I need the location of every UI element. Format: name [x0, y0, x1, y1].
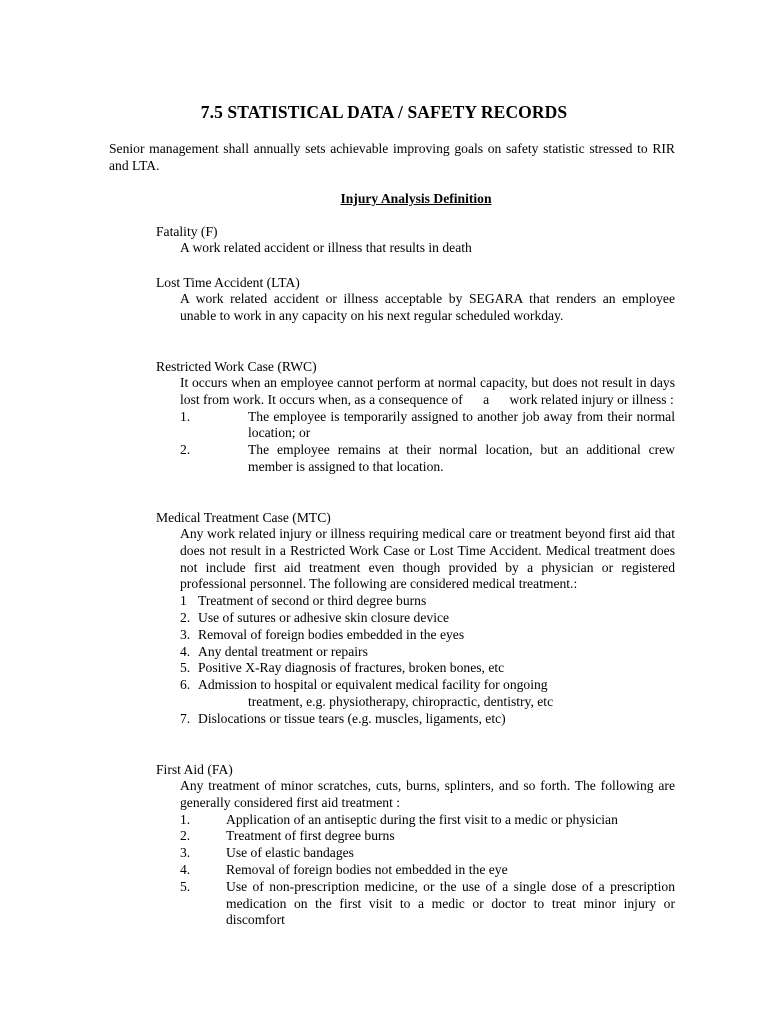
list-item-text: Treatment of first degree burns [226, 828, 395, 844]
lta-heading: Lost Time Accident (LTA) [156, 275, 300, 290]
fatality-section [156, 223, 675, 257]
mtc-heading: Medical Treatment Case (MTC) [156, 510, 331, 525]
rwc-list [180, 409, 675, 476]
fa-list [180, 812, 675, 930]
list-item-text: Dislocations or tissue tears (e.g. muscles, ligaments, etc) [198, 710, 506, 726]
list-item-number: 1. [180, 408, 191, 424]
list-item [180, 644, 675, 661]
list-item-text: Use of elastic bandages [226, 845, 354, 861]
list-item [180, 711, 675, 728]
list-item-number: 4. [180, 643, 191, 659]
list-item [180, 862, 675, 879]
lta-section [156, 274, 675, 325]
list-item-number: 3. [180, 845, 191, 861]
list-item [180, 409, 675, 443]
page-title: 7.5 STATISTICAL DATA / SAFETY RECORDS [200, 102, 568, 122]
mtc-definition: Any work related injury or illness requiring medical care or treatment beyond first aid that does not result in a Restricted Work Case or Lost Time Accident. Medical treatment does not include first aid treatment even though provided by a physician or registered professional personnel. The following are considered medical treatment.: [180, 526, 675, 592]
list-item-number: 2. [180, 442, 191, 458]
list-item-text: The employee remains at their normal location, but an additional crew member is assigned to that location. [248, 442, 675, 474]
list-item-text: The employee is temporarily assigned to another job away from their normal location; or [248, 408, 675, 441]
list-item-text: Use of sutures or adhesive skin closure device [198, 609, 450, 625]
list-item [180, 593, 675, 610]
mtc-section [156, 509, 675, 728]
list-item-text: Admission to hospital or equivalent medical facility for ongoing [198, 677, 548, 693]
fatality-definition: A work related accident or illness that results in death [180, 240, 472, 255]
fatality-heading: Fatality (F) [156, 224, 218, 239]
mtc-list [180, 593, 675, 727]
list-item-number: 7. [180, 710, 191, 726]
list-item-text: Removal of foreign bodies embedded in the eyes [198, 626, 465, 642]
list-item-number: 1 [180, 593, 187, 609]
list-item-number: 2. [180, 609, 191, 625]
fa-definition: Any treatment of minor scratches, cuts, burns, splinters, and so forth. The following are generally considered first aid treatment : [180, 778, 675, 810]
rwc-section [156, 358, 679, 476]
list-item-number: 4. [180, 861, 191, 877]
lta-definition: A work related accident or illness acceptable by SEGARA that renders an employee unable to work in any capacity on his next regular scheduled workday. [180, 291, 675, 323]
list-item-continuation: treatment, e.g. physiotherapy, chiropractic, dentistry, etc [248, 693, 554, 709]
list-item-number: 2. [180, 828, 191, 844]
section-subheading: Injury Analysis Definition [340, 191, 492, 206]
list-item [180, 660, 675, 677]
list-item-number: 5. [180, 660, 191, 676]
intro-paragraph: Senior management shall annually sets achievable improving goals on safety statistic stressed to RIR and LTA. [109, 141, 675, 173]
list-item-text: Application of an antiseptic during the first visit to a medic or physician [226, 811, 618, 827]
rwc-heading: Restricted Work Case (RWC) [156, 359, 317, 374]
list-item-number: 3. [180, 626, 191, 642]
list-item [180, 677, 675, 694]
rwc-definition: It occurs when an employee cannot perform at normal capacity, but does not result in days lost from work. It occurs when, as a consequence of a work related injury or illness : [180, 375, 679, 407]
list-item [180, 812, 675, 829]
list-item [180, 442, 675, 476]
list-item [180, 845, 675, 862]
list-item-text: Positive X-Ray diagnosis of fractures, broken bones, etc [198, 660, 505, 676]
list-item [180, 828, 675, 845]
list-item-number: 5. [180, 878, 191, 894]
list-item [180, 879, 675, 929]
list-item [180, 610, 675, 627]
list-item-text: Treatment of second or third degree burns [198, 593, 427, 609]
list-item-number: 1. [180, 811, 191, 827]
list-item-text: Any dental treatment or repairs [198, 643, 368, 659]
fa-heading: First Aid (FA) [156, 762, 233, 777]
list-item [180, 627, 675, 644]
list-item-text: Use of non-prescription medicine, or the use of a single dose of a prescription medication on the first visit to a medic or doctor to treat minor injury or discomfort [226, 878, 675, 928]
list-item-text: Removal of foreign bodies not embedded in the eye [226, 861, 508, 877]
list-item-number: 6. [180, 677, 191, 693]
fa-section [156, 761, 675, 929]
